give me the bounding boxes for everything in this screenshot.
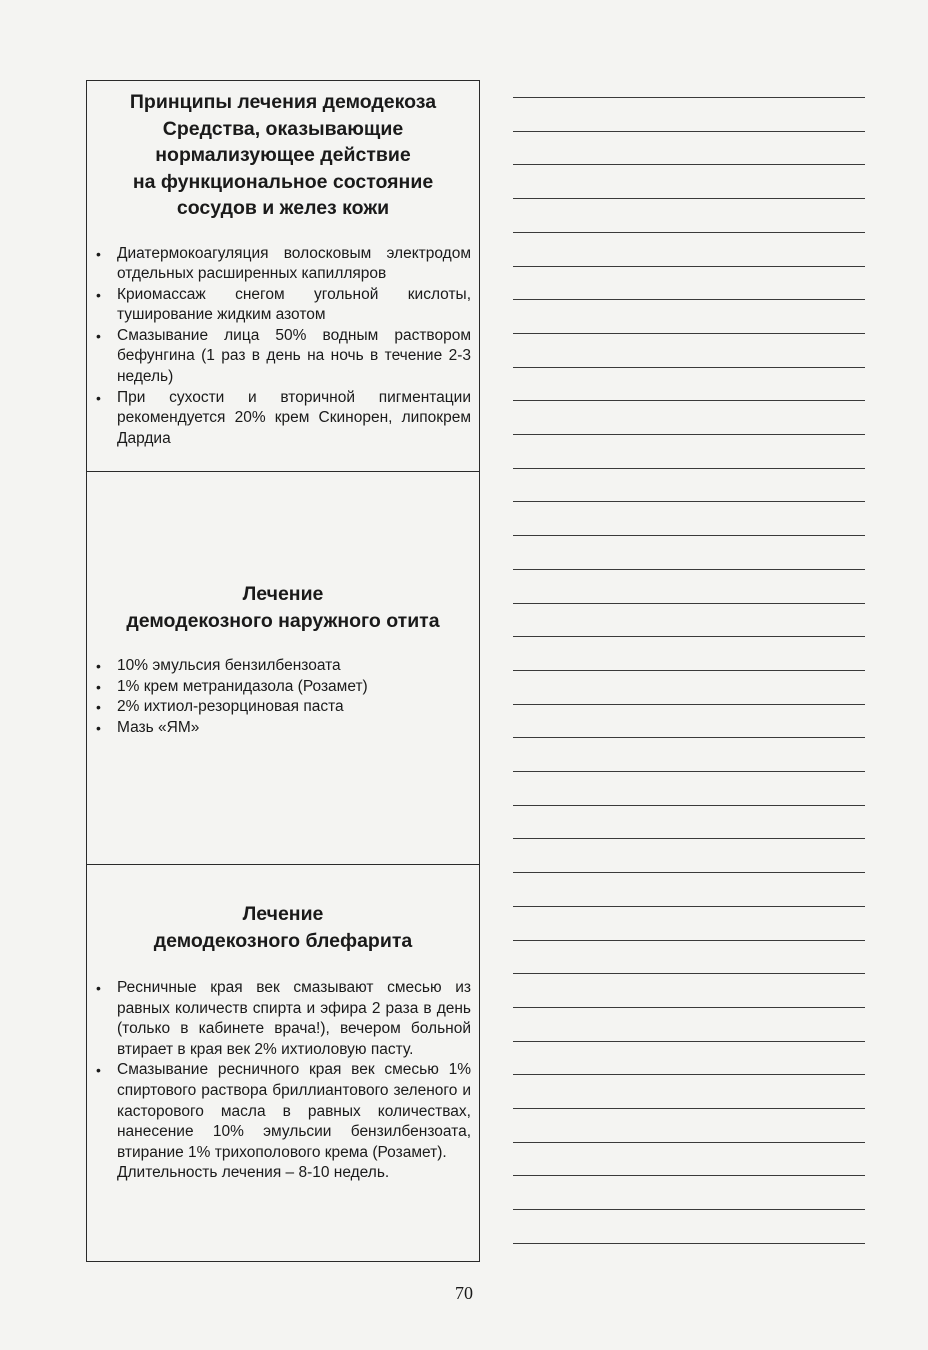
note-rule-line [513,535,865,536]
note-rule-line [513,367,865,368]
page-number: 70 [455,1283,473,1303]
note-rule-line [513,636,865,637]
note-rule-line [513,1041,865,1042]
note-rule-line [513,266,865,267]
note-rule-line [513,603,865,604]
note-rule-line [513,940,865,941]
note-rule-line [513,1007,865,1008]
heading-line: нормализующее действие [155,144,411,166]
heading-line: Лечение [242,583,324,605]
section-heading [95,901,471,954]
note-rule-line [513,1142,865,1143]
heading-line: Средства, оказывающие [162,117,404,140]
note-rule-line [513,97,865,98]
list-item: • Диатермокоагуляция волосковым электродом отдельных расширенных капилляров [95,244,471,285]
list-item: • Смазывание лица 50% водным раствором бефунгина (1 раз в день на ночь в течение 2-3 недель) [95,326,471,388]
section-heading [95,89,471,222]
note-rule-line [513,333,865,334]
note-rule-line [513,872,865,873]
list-item: • Мазь «ЯМ» [95,718,471,739]
note-rule-line [513,434,865,435]
note-rule-line [513,501,865,502]
note-rule-line [513,771,865,772]
bullet-list [95,244,471,450]
note-rule-line [513,164,865,165]
list-item: • Криомассаж снегом угольной кислоты, туширование жидким азотом [95,285,471,326]
list-item: • При сухости и вторичной пигментации рекомендуется 20% крем Скинорен, липокрем Дардиа [95,388,471,450]
note-rule-line [513,670,865,671]
heading-line: сосудов и желез кожи [176,197,390,219]
note-rule-line [513,569,865,570]
section-demodicosis-principles [87,81,479,472]
note-rule-line [513,468,865,469]
note-rule-line [513,1175,865,1176]
note-rule-line [513,1074,865,1075]
treatment-duration-note: Длительность лечения – 8-10 недель. [117,1164,390,1182]
heading-line: Лечение [242,903,324,925]
bullet-list [95,978,471,1163]
note-rule-line [513,737,865,738]
list-item: • Смазывание ресничного края век смесью 1% спиртового раствора бриллиантового зеленого и касторового масла в равных количествах, нанесение 10% эмульсии бензилбензоата, втирание 1% трихополового крема (Розамет). [95,1060,471,1163]
note-rule-line [513,973,865,974]
list-item: • 10% эмульсия бензилбензоата [95,656,471,677]
heading-line: демодекозного блефарита [153,929,413,952]
note-rule-line [513,299,865,300]
note-rule-line [513,906,865,907]
note-rule-line [513,838,865,839]
note-rule-line [513,1108,865,1109]
section-blepharitis-treatment [87,865,479,1261]
note-rule-line [513,400,865,401]
list-item: • 2% ихтиол-резорциновая паста [95,697,471,718]
section-heading [95,581,471,634]
note-rule-line [513,1209,865,1210]
section-otitis-treatment [87,472,479,865]
heading-line: на функциональное состояние [132,170,434,193]
note-rule-line [513,198,865,199]
note-rule-line [513,704,865,705]
list-item: • Ресничные края век смазывают смесью из равных количеств спирта и эфира 2 раза в день (только в кабинете врача!), вечером больной втирает в края век 2% ихтиоловую пасту. [95,978,471,1060]
heading-line: демодекозного наружного отита [126,609,440,632]
treatment-table [86,80,480,1262]
note-rule-line [513,1243,865,1244]
note-rule-line [513,805,865,806]
bullet-list [95,656,471,738]
heading-line: Принципы лечения демодекоза [129,91,437,113]
list-item: • 1% крем метранидазола (Розамет) [95,677,471,698]
note-rule-line [513,131,865,132]
note-rule-line [513,232,865,233]
